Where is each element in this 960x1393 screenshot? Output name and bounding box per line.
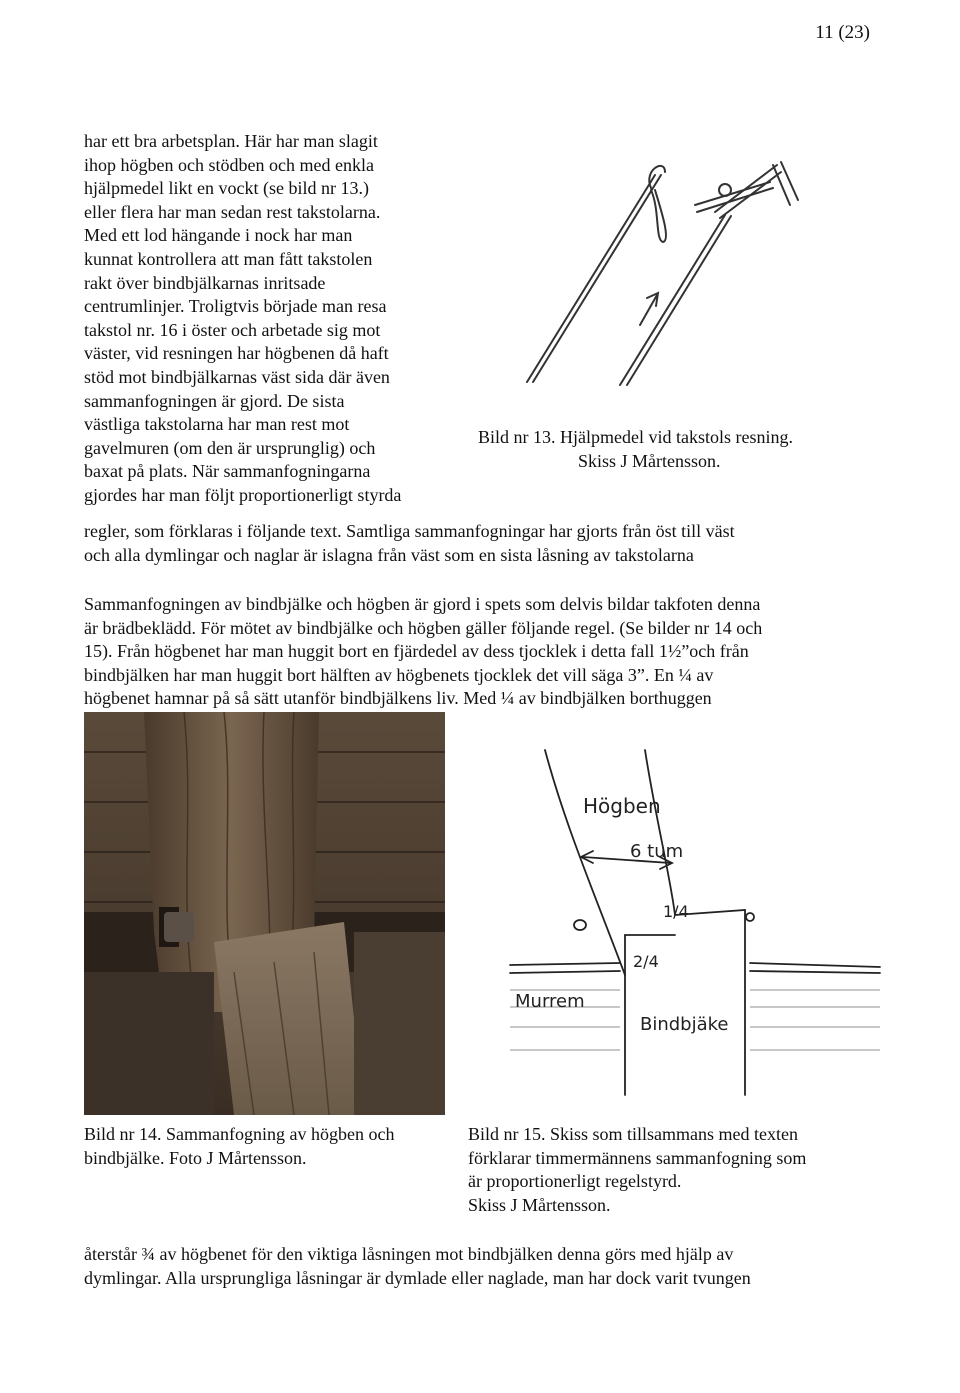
page-number: 11 (23) (815, 22, 870, 43)
figure-13-sketch (515, 150, 815, 400)
text-line: rakt över bindbjälkarnas inritsade (84, 272, 326, 293)
figure-15-caption (468, 1123, 806, 1217)
figure-14-photo (84, 712, 445, 1115)
text-line: återstår ¾ av högbenet för den viktiga låsningen mot bindbjälken denna görs med hjälp av (84, 1244, 734, 1264)
text-line: eller flera har man sedan rest takstolarna. (84, 201, 381, 222)
text-line: dymlingar. Alla ursprungliga låsningar är dymlade eller naglade, man har dock varit tvungen (84, 1267, 751, 1288)
text-line: Sammanfogningen av bindbjälke och högben är gjord i spets som delvis bildar takfoten denna (84, 594, 761, 614)
text-line: västliga takstolarna har man rest mot (84, 414, 350, 435)
figure-13-caption (478, 426, 793, 473)
text-line: Med ett lod hängande i nock har man (84, 225, 353, 246)
text-line: ihop högben och stödben och med enkla (84, 154, 374, 175)
label-quarter: 1/4 (663, 902, 689, 921)
label-half: 2/4 (633, 952, 659, 971)
text-line: kunnat kontrollera att man fått takstolen (84, 248, 373, 269)
text-line: centrumlinjer. Troligtvis började man resa (84, 296, 387, 317)
caption-line: är proportionerligt regelstyrd. (468, 1171, 682, 1192)
text-line: har ett bra arbetsplan. Här har man slagit (84, 131, 378, 151)
text-line: är brädbeklädd. För mötet av bindbjälke och högben gäller följande regel. (Se bilder nr 14 och (84, 617, 763, 638)
text-line: sammanfogningen är gjord. De sista (84, 390, 345, 411)
text-line: stöd mot bindbjälkarnas väst sida där även (84, 366, 390, 387)
label-murrem: Murrem (515, 991, 585, 1012)
intro-column (84, 130, 464, 508)
paragraph-2 (84, 593, 884, 711)
label-thickness: 6 tum (630, 841, 684, 862)
closing-paragraph (84, 1243, 884, 1290)
label-bindbjalke: Bindbjäke (640, 1014, 729, 1035)
text-line: högbenet hamnar på så sätt utanför bindbjälkens liv. Med ¼ av bindbjälken borthuggen (84, 688, 712, 709)
figure-15-sketch (505, 745, 885, 1105)
caption-line: Bild nr 14. Sammanfogning av högben och (84, 1124, 395, 1144)
text-line: takstol nr. 16 i öster och arbetade sig mot (84, 319, 381, 340)
text-line: regler, som förklaras i följande text. Samtliga sammanfogningar har gjorts från öst till väst (84, 521, 735, 541)
text-line: väster, vid resningen har högbenen då haft (84, 343, 389, 364)
text-line: gavelmuren (om den är ursprunglig) och (84, 437, 376, 458)
text-line: och alla dymlingar och naglar är islagna från väst som en sista låsning av takstolarna (84, 545, 694, 565)
caption-line: Bild nr 13. Hjälpmedel vid takstols resning. (478, 427, 793, 447)
text-line: hjälpmedel likt en vockt (se bild nr 13.) (84, 178, 369, 199)
caption-line: Skiss J Mårtensson. (578, 450, 721, 471)
caption-line: förklarar timmermännens sammanfogning som (468, 1147, 807, 1168)
text-line: bindbjälken har man huggit bort hälften av högbenets tjocklek det vill säga 3”. En ¼ av (84, 664, 714, 685)
text-line: 15). Från högbenet har man huggit bort en fjärdedel av dess tjocklek i detta fall 1½”och från (84, 641, 749, 662)
label-hogben: Högben (583, 794, 661, 818)
caption-line: bindbjälke. Foto J Mårtensson. (84, 1147, 307, 1168)
text-line: gjordes har man följt proportionerligt styrda (84, 484, 402, 505)
text-line: baxat på plats. När sammanfogningarna (84, 461, 371, 482)
caption-line: Bild nr 15. Skiss som tillsammans med texten (468, 1124, 798, 1144)
caption-line: Skiss J Mårtensson. (468, 1194, 611, 1215)
figure-14-caption (84, 1123, 394, 1170)
